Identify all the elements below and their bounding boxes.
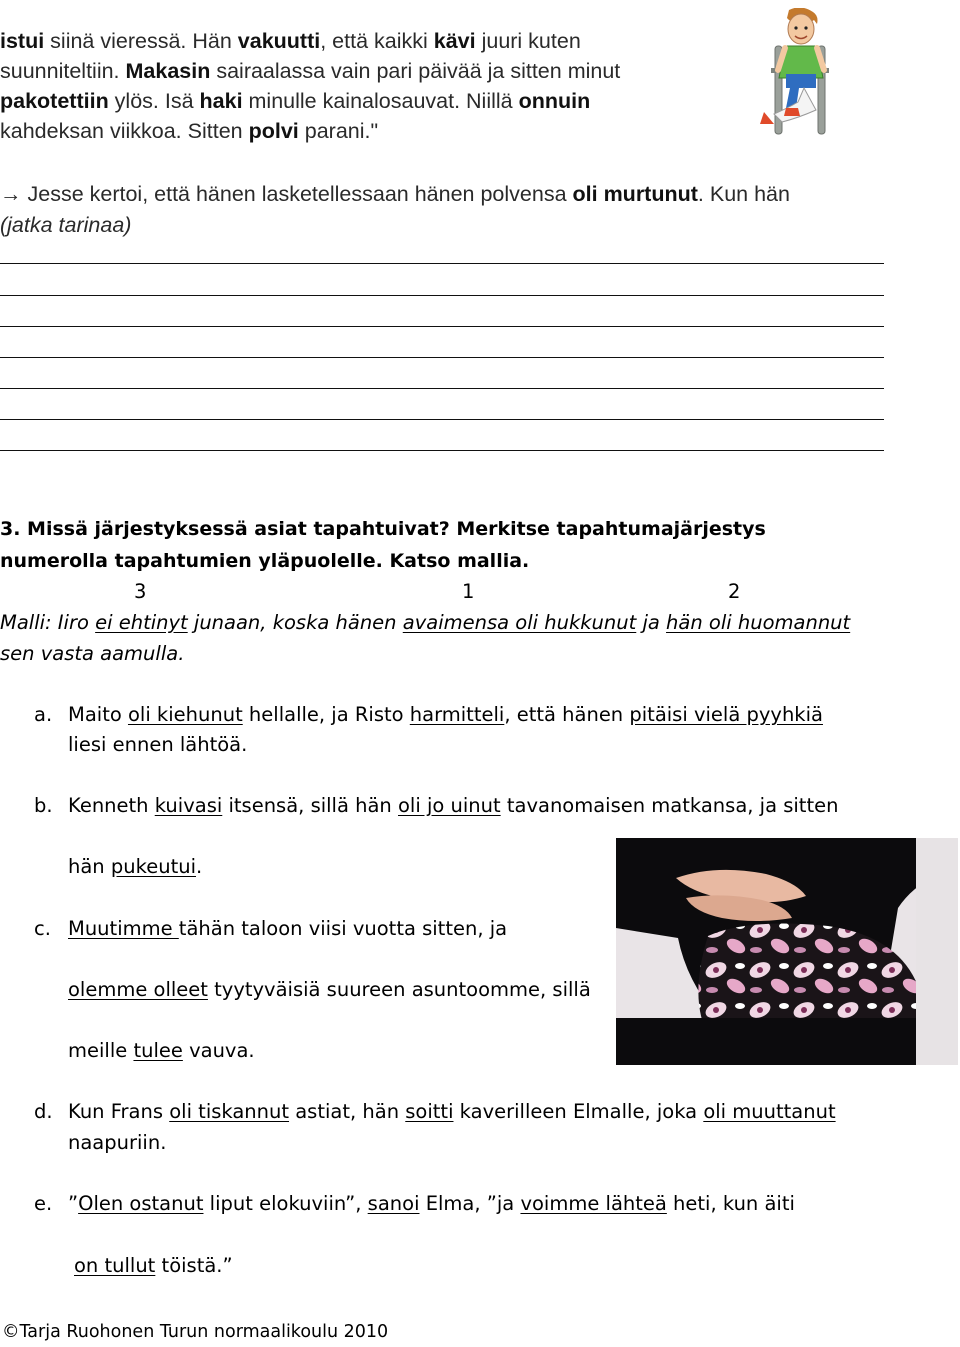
writing-line[interactable]: [0, 419, 884, 420]
example-line-1: Malli: Iiro ei ehtinyt junaan, koska hänen avaimensa oli hukkunut ja hän oli huomannut: [0, 611, 851, 634]
writing-line[interactable]: [0, 263, 884, 264]
arrow-icon: →: [0, 182, 22, 206]
item-c-line-1: Muutimme tähän taloon viisi vuotta sitten, ja: [68, 917, 508, 940]
item-label-d: d.: [34, 1100, 53, 1123]
story-line-3: pakotettiin ylös. Isä haki minulle kainalosauvat. Niillä onnuin: [0, 89, 591, 113]
task3-heading-line1: 3. Missä järjestyksessä asiat tapahtuivat? Merkitse tapahtumajärjestys: [0, 518, 766, 540]
writing-line[interactable]: [0, 388, 884, 389]
order-number: 3: [134, 580, 147, 603]
order-number: 2: [728, 580, 741, 603]
item-label-e: e.: [34, 1192, 53, 1215]
item-b-line-1: Kenneth kuivasi itsensä, sillä hän oli jo uinut tavanomaisen matkansa, ja sitten: [68, 794, 839, 817]
writing-line[interactable]: [0, 450, 884, 451]
item-d-line-1: Kun Frans oli tiskannut astiat, hän soitti kaverilleen Elmalle, joka oli muuttanut: [68, 1100, 836, 1123]
order-number: 1: [462, 580, 475, 603]
story-line-2: suunniteltiin. Makasin sairaalassa vain pari päivää ja sitten minut: [0, 59, 621, 83]
item-e-line-2: on tullut töistä.”: [74, 1254, 233, 1277]
task3-heading-line2: numerolla tapahtumien yläpuolelle. Katso mallia.: [0, 550, 530, 572]
jesse-line: → Jesse kertoi, että hänen lasketellessaan hänen polvensa oli murtunut. Kun hän: [0, 182, 790, 206]
item-c-line-3: meille tulee vauva.: [68, 1039, 255, 1062]
item-label-b: b.: [34, 794, 53, 817]
copyright-footer: ©Tarja Ruohonen Turun normaalikoulu 2010: [2, 1322, 389, 1342]
item-label-a: a.: [34, 703, 53, 726]
story-line-4: kahdeksan viikkoa. Sitten polvi parani.": [0, 119, 379, 143]
item-e-line-1: ”Olen ostanut liput elokuviin”, sanoi Elma, ”ja voimme lähteä heti, kun äiti: [68, 1192, 795, 1215]
example-line-2: sen vasta aamulla.: [0, 642, 185, 665]
item-b-line-2: hän pukeutui.: [68, 855, 203, 878]
story-line-1: istui siinä vieressä. Hän vakuutti, että kaikki kävi juuri kuten: [0, 29, 581, 53]
item-label-c: c.: [34, 917, 51, 940]
writing-line[interactable]: [0, 295, 884, 296]
boy-with-crutches-illustration: [752, 8, 850, 136]
item-c-line-2: olemme olleet tyytyväisiä suureen asuntoomme, sillä: [68, 978, 591, 1001]
pregnant-belly-photo: [616, 838, 958, 1065]
item-d-line-2: naapuriin.: [68, 1131, 167, 1154]
writing-line[interactable]: [0, 326, 884, 327]
continue-prompt: (jatka tarinaa): [0, 213, 132, 237]
item-a-line-1: Maito oli kiehunut hellalle, ja Risto harmitteli, että hänen pitäisi vielä pyyhkiä: [68, 703, 823, 726]
writing-line[interactable]: [0, 357, 884, 358]
item-a-line-2: liesi ennen lähtöä.: [68, 733, 248, 756]
